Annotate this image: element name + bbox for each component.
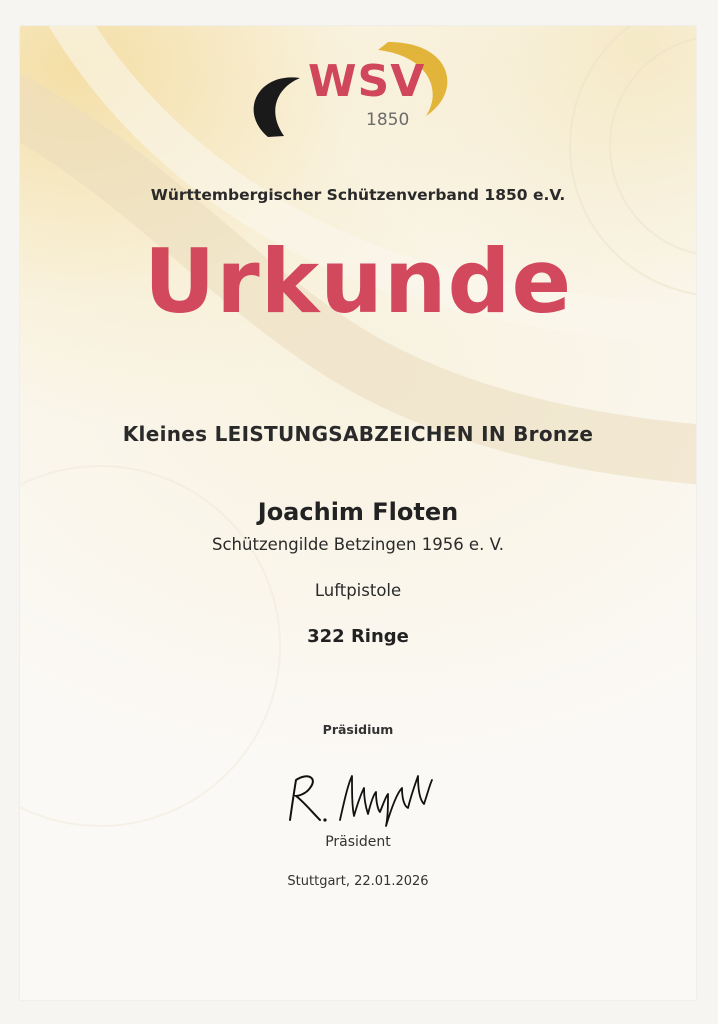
president-label: Präsident xyxy=(325,834,391,850)
logo-text: WSV xyxy=(308,56,426,107)
wsv-logo xyxy=(238,32,468,152)
logo-year: 1850 xyxy=(366,110,410,130)
certificate-title: Urkunde xyxy=(143,230,573,333)
signature xyxy=(278,762,448,832)
score: 322 Ringe xyxy=(307,626,409,647)
logo-black-arc xyxy=(254,77,300,137)
club-name: Schützengilde Betzingen 1956 e. V. xyxy=(212,535,504,554)
certificate-sheet xyxy=(20,26,696,1000)
award-title: Kleines LEISTUNGSABZEICHEN IN Bronze xyxy=(122,422,594,446)
recipient-name: Joachim Floten xyxy=(257,498,459,526)
discipline: Luftpistole xyxy=(314,581,402,600)
presidium-label: Präsidium xyxy=(322,722,394,737)
federation-name: Württembergischer Schützenverband 1850 e.V. xyxy=(150,186,566,204)
place-date: Stuttgart, 22.01.2026 xyxy=(287,874,429,889)
